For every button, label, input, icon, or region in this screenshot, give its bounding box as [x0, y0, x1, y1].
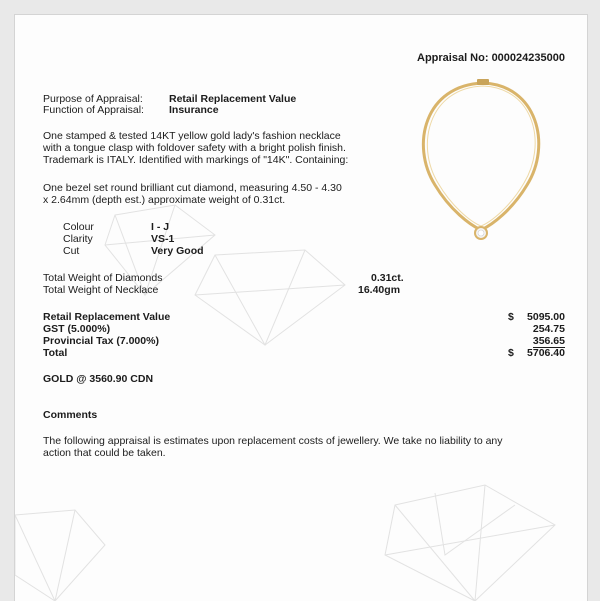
cut-value: Very Good	[151, 245, 204, 257]
gst-label: GST (5.000%)	[43, 323, 111, 335]
diamond-line: One bezel set round brilliant cut diamond, measuring 4.50 - 4.30	[43, 182, 342, 194]
total-label: Total	[43, 347, 68, 359]
necklace-weight-value: 16.40gm	[358, 284, 401, 296]
gold-price: GOLD @ 3560.90 CDN	[43, 373, 154, 385]
comments-line: action that could be taken.	[43, 447, 166, 459]
appraisal-number: Appraisal No: 000024235000	[417, 52, 565, 64]
provincial-tax-amount-text: 356.65	[532, 335, 565, 347]
function-label: Function of Appraisal:	[43, 104, 144, 116]
diamond-weight-label: Total Weight of Diamonds	[43, 272, 163, 284]
currency-symbol: $	[508, 347, 514, 359]
appraisal-document	[14, 14, 588, 601]
function-value: Insurance	[169, 104, 219, 116]
colour-label: Colour	[63, 221, 94, 233]
purpose-value: Retail Replacement Value	[169, 93, 297, 105]
description-line: One stamped & tested 14KT yellow gold lady's fashion necklace	[43, 130, 341, 142]
colour-value: I - J	[151, 221, 170, 233]
necklace-weight-label: Total Weight of Necklace	[43, 284, 159, 296]
provincial-tax-label: Provincial Tax (7.000%)	[43, 335, 159, 347]
retail-value-label: Retail Replacement Value	[43, 311, 171, 323]
currency-symbol: $	[508, 311, 514, 323]
necklace-icon	[405, 75, 555, 265]
diamond-weight-value: 0.31ct.	[371, 272, 404, 284]
comments-heading: Comments	[43, 409, 98, 421]
cut-label: Cut	[63, 245, 80, 257]
gst-amount: 254.75	[532, 323, 565, 335]
clarity-label: Clarity	[63, 233, 93, 245]
total-amount: 5706.40	[527, 347, 565, 359]
description-line: Trademark is ITALY. Identified with markings of "14K". Containing:	[43, 154, 349, 166]
comments-line: The following appraisal is estimates upon replacement costs of jewellery. We take no liability to any	[43, 435, 503, 447]
retail-value-amount: 5095.00	[527, 311, 565, 323]
clarity-value: VS-1	[151, 233, 175, 245]
purpose-label: Purpose of Appraisal:	[43, 93, 143, 105]
description-line: with a tongue clasp with foldover safety with a bright polish finish.	[43, 142, 346, 154]
provincial-tax-amount	[515, 335, 565, 347]
diamond-line: x 2.64mm (depth est.) approximate weight of 0.31ct.	[43, 194, 286, 206]
